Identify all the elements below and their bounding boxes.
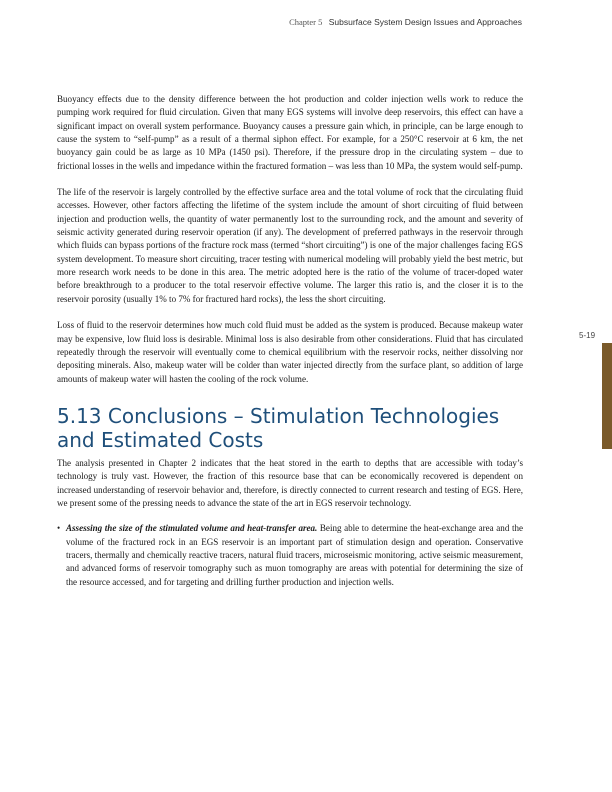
bullet-marker: •: [57, 523, 61, 534]
bullet-lead: Assessing the size of the stimulated volume and heat-transfer area.: [66, 523, 318, 534]
bullet-item: [57, 522, 523, 589]
bullet-text: Being able to determine the heat-exchange area and the volume of the fractured rock in an EGS reservoir is an important part of stimulation design and operation. Conservative tracers, thermally and chemically reactive tracers, natural fluid tracers, microseismic monitoring, active seismic measurement, and advanced forms of reservoir tomography such as muon tomography are areas with potential for determining the size of the resource accessed, and for targeting and drilling further production and injection wells.: [66, 523, 523, 587]
chapter-title: Subsurface System Design Issues and Approaches: [328, 17, 522, 27]
page-number: 5-19: [579, 331, 596, 340]
paragraph-fluid-loss: Loss of fluid to the reservoir determines how much cold fluid must be added as the system is produced. Because makeup water may be expensive, low fluid loss is desirable. Minimal loss is also desirable from other considerations. Fluid that has circulated repeatedly through the reservoir will eventually come to chemical equilibrium with the reservoir rocks, neither dissolving nor depositing minerals. Also, makeup water will be colder than water injected directly from the surface plant, so addition of large amounts of makeup water will hasten the cooling of the rock volume.: [57, 320, 523, 384]
section-heading: 5.13 Conclusions – Stimulation Technologies and Estimated Costs: [57, 403, 500, 452]
section-intro: The analysis presented in Chapter 2 indicates that the heat stored in the earth to depths that are accessible with today’s technology is truly vast. However, the fraction of this resource base that can be economically recovered is dependent on increased understanding of reservoir behavior and, therefore, is directly connected to current research and testing of EGS. Here, we present some of the pressing needs to advance the state of the art in EGS reservoir technology.: [57, 457, 523, 508]
running-header: [289, 17, 522, 27]
paragraph-reservoir-life: The life of the reservoir is largely controlled by the effective surface area and the total volume of rock that the circulating fluid accesses. However, other factors affecting the lifetime of the system include the amount of short circuiting of fluid between injection and production wells, the quantity of water permanently lost to the surrounding rock, and the amount and severity of seismic activity generated during reservoir operation (if any). The development of preferred pathways in the reservoir through which fluids can bypass portions of the fracture rock mass (termed “short circuiting”) is one of the major challenges facing EGS system development. To measure short circuiting, tracer testing with numerical modeling will probably yield the best metric, but more research work needs to be done in this area. The metric adopted here is the ratio of the volume of tracer-doped water before breakthrough to a producer to the total reservoir effective volume. The larger this ratio is, and the closer it is to the reservoir porosity (usually 1% to 7% for fractured hard rocks), the less the short circuiting.: [57, 187, 523, 304]
paragraph-buoyancy: Buoyancy effects due to the density difference between the hot production and colder injection wells work to reduce the pumping work required for fluid circulation. Given that many EGS systems will involve deep reservoirs, this effect can have a significant impact on overall system performance. Buoyancy causes a pressure gain which, in principle, can be large enough to cause the system to “self-pump” as a result of a thermal siphon effect. For example, for a 250°C reservoir at 6 km, the net buoyancy gain could be as large as 10 MPa (1450 psi). Therefore, if the pressure drop in the circulating system – due to frictional losses in the wells and impedance within the fractured formation – was less than 10 MPa, the system would self-pump.: [57, 94, 523, 171]
chapter-side-tab: [602, 343, 612, 449]
bullet-list: [57, 522, 523, 589]
page-body: [57, 93, 523, 589]
chapter-label: Chapter 5: [289, 17, 323, 27]
